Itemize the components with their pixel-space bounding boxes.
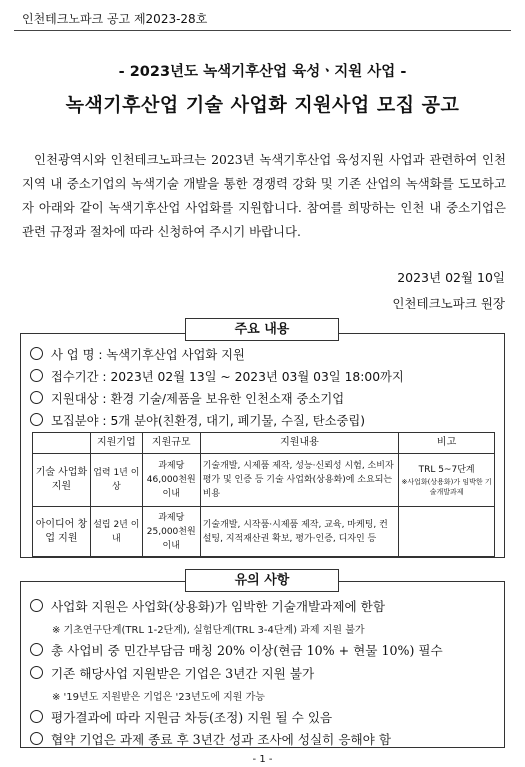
document-number: 인천테크노파크 공고 제2023-28호: [22, 12, 208, 26]
table-cell-note: [399, 507, 495, 557]
main-item: [30, 389, 344, 407]
caution-item: [30, 707, 332, 726]
main-item: [30, 345, 245, 363]
caution-item: [30, 596, 385, 615]
circle-bullet-icon: [30, 666, 43, 679]
caution-item: [30, 640, 443, 659]
table-header: 지원규모: [142, 433, 200, 454]
main-item-text: 사 업 명 : 녹색기후산업 사업화 지원: [51, 348, 245, 362]
table-row: [33, 507, 495, 557]
table-header: [33, 433, 91, 454]
note-main: TRL 5~7단계: [418, 465, 475, 475]
caution-item-text: 사업화 지원은 사업화(상용화)가 임박한 기술개발과제에 한함: [51, 599, 385, 614]
main-item-text: 모집분야 : 5개 분야(친환경, 대기, 폐기물, 수질, 탄소중립): [51, 414, 366, 428]
announcement-date: 2023년 02월 10일: [397, 270, 505, 285]
header-divider: [14, 30, 511, 31]
caution-item-text: 총 사업비 중 민간부담금 매칭 20% 이상(현금 10% + 현물 10%) 필수: [51, 643, 443, 658]
issuer-organization: 인천테크노파크 원장: [392, 296, 505, 311]
caution-item-text: 평가결과에 따라 지원금 차등(조정) 지원 될 수 있음: [51, 710, 333, 725]
table-header: 지원기업: [90, 433, 142, 454]
caution-item: [30, 729, 391, 748]
main-content-heading: 주요 내용: [185, 318, 339, 341]
caution-note: ※ 기초연구단계(TRL 1-2단계), 실험단계(TRL 3-4단계) 과제 지원 불가: [52, 625, 365, 636]
caution-note: ※ '19년도 지원받은 기업은 '23년도에 지원 가능: [52, 692, 265, 703]
main-item-text: 지원대상 : 환경 기술/제품을 보유한 인천소재 중소기업: [51, 392, 345, 406]
page-subtitle: - 2023년도 녹색기후산업 육성ㆍ지원 사업 -: [118, 64, 407, 80]
table-header: 비고: [399, 433, 495, 454]
circle-bullet-icon: [30, 599, 43, 612]
main-item: [30, 411, 365, 429]
table-cell-company: 업력 1년 이상: [90, 454, 142, 507]
circle-bullet-icon: [30, 413, 43, 426]
table-cell-scale: 과제당 25,000천원 이내: [142, 507, 200, 557]
main-item: [30, 367, 404, 385]
table-header-row: [33, 433, 495, 454]
caution-heading: 유의 사항: [185, 569, 339, 592]
circle-bullet-icon: [30, 347, 43, 360]
intro-paragraph: 인천광역시와 인천테크노파크는 2023년 녹색기후산업 육성지원 사업과 관련하여 인천지역 내 중소기업의 녹색기술 개발을 통한 경쟁력 강화 및 기존 산업의 녹색화를 도모하고자 아래와 같이 녹색기후산업 사업화를 지원합니다. 참여를 희망하는 인천 내 중소기업은 관련 규정과 절차에 따라 신청하여 주시기 바랍니다.: [22, 152, 506, 239]
circle-bullet-icon: [30, 732, 43, 745]
table-cell-program: 아이디어 창업 지원: [33, 507, 91, 557]
main-item-text: 접수기간 : 2023년 02월 13일 ~ 2023년 03월 03일 18:00까지: [51, 370, 404, 384]
table-cell-note: [399, 454, 495, 507]
caution-item-text: 협약 기업은 과제 종료 후 3년간 성과 조사에 성실히 응해야 함: [51, 732, 392, 747]
table-cell-scale: 과제당 46,000천원 이내: [142, 454, 200, 507]
caution-item: [30, 663, 314, 682]
table-header: 지원내용: [200, 433, 398, 454]
circle-bullet-icon: [30, 643, 43, 656]
table-cell-program: 기술 사업화 지원: [33, 454, 91, 507]
circle-bullet-icon: [30, 369, 43, 382]
note-sub: ※사업화(상용화)가 임박한 기술개발과제: [401, 478, 492, 496]
circle-bullet-icon: [30, 391, 43, 404]
table-cell-company: 설립 2년 이내: [90, 507, 142, 557]
page-number: - 1 -: [252, 754, 273, 765]
caution-item-text: 기존 해당사업 지원받은 기업은 3년간 지원 불가: [51, 666, 315, 681]
table-cell-content: 기술개발, 시제품 제작, 성능·신뢰성 시험, 소비자 평가 및 인증 등 기술 사업화(상용화)에 소요되는 비용: [200, 454, 398, 507]
support-table: [32, 432, 495, 557]
page-title: 녹색기후산업 기술 사업화 지원사업 모집 공고: [65, 94, 460, 116]
table-cell-content: 기술개발, 시작품·시제품 제작, 교육, 마케팅, 컨설팅, 지적재산권 확보, 평가·인증, 디자인 등: [200, 507, 398, 557]
circle-bullet-icon: [30, 710, 43, 723]
table-row: [33, 454, 495, 507]
